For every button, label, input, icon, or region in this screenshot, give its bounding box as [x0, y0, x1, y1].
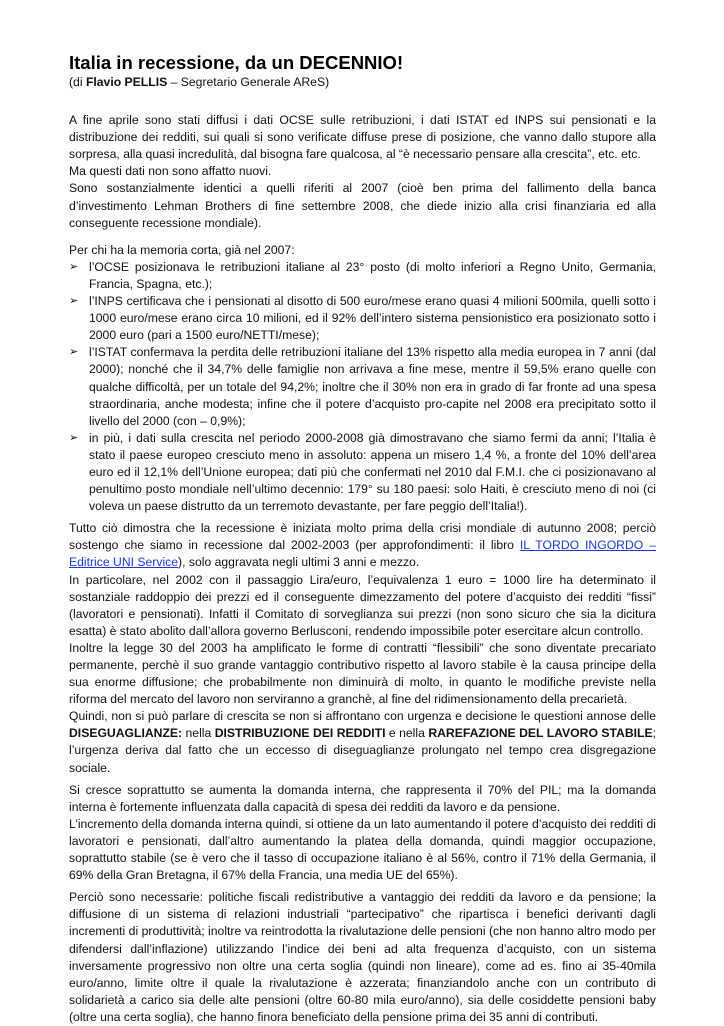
paragraph-domestic-demand: Si cresce soprattutto se aumenta la domanda interna, che rappresenta il 70% del PIL; ma la domanda interna è fortemente influenzata dalla capacità di spesa dei redditi da lavoro e da pensione.	[69, 782, 656, 814]
paragraph-not-new: Ma questi dati non sono affatto nuovi.	[69, 164, 272, 179]
list-item	[69, 430, 656, 515]
paragraph-law-30: Inoltre la legge 30 del 2003 ha amplificato le forme di contratti “flessibili” che sono diventate precariato permanente, perchè il suo grande vantaggio contributivo rispetto al lavoro stabile è la causa principe della sua enorme diffusione; che probabilmente non diminuirà di molto, in quanto le modifiche previste nella riforma del mercato del lavoro non serviranno a granchè, al fine del ridimensionamento della precarietà.	[69, 640, 656, 707]
author-name: Flavio PELLIS	[85, 75, 168, 89]
list-item	[69, 293, 656, 344]
stable-work-keyword: RAREFAZIONE DEL LAVORO STABILE	[428, 726, 653, 741]
inequalities-connector-2: e nella	[385, 726, 429, 741]
paragraph-intro: A fine aprile sono stati diffusi i dati OCSE sulle retribuzioni, i dati ISTAT ed INPS sui pensionati e la distribuzione dei redditi, sui quali si sono verificate diffuse prese di posizione, che vanno dallo stupore alla sorpresa, alla quasi incredulità, dal bisogna fare qualcosa, al “è necessario pensare alla crescita”, etc. etc.	[69, 113, 656, 162]
paragraph-demand-increase: L’incremento della domanda interna quindi, si ottiene da un lato aumentando il potere d’acquisto dei redditi di lavoratori e pensionati, dall’altro aumentando la platea della domanda, quindi maggior occupazione, soprattutto stabile (se è vero che il tasso di occupazione italiano è al 56%, contro il 71% della Germania, il 69% della Gran Bretagna, il 67% della Francia, una media UE del 65%).	[69, 816, 656, 883]
paragraph-policies: Perciò sono necessarie: politiche fiscali redistributive a vantaggio dei redditi da lavoro e da pensione; la diffusione di un sistema di relazioni industriali “partecipativo” che ripartisca i benefici derivanti dagli incrementi di produttività; inoltre va reintrodotta la rivalutazione delle pensioni (che non hanno altro modo per difendersi dall’inflazione) utilizzando l’indice dei beni ad alta frequenza d’acquisto, con un sistema inversamente progressivo non oltre una certa soglia (quindi non lineare), come ad es. fino ai 35-40mila euro/anno, limite oltre il quale la rivalutazione è azzerata; finanziandolo anche con un contributo di solidarietà a carico sia delle alte pensioni (oltre 60-80 mila euro/anno), sia delle cosiddette pensioni baby (oltre una certa soglia), che hanno finora beneficiato della pensione prima dei 35 anni di contributi.	[69, 890, 656, 1024]
list-item-text: in più, i dati sulla crescita nel periodo 2000-2008 già dimostravano che siamo fermi da anni; l’Italia è stato il paese europeo cresciuto meno in assoluto: appena un misero 1,4 %, a fronte del 10% dell’area euro ed il 12,1% dell’Unione europea; dati più che confermati nel 2010 dal F.M.I. che ci posizionavano al penultimo posto mondiale nell’ultimo decennio: 179° su 180 paesi: solo Haiti, è cresciuto meno di noi (ci voleva un paese distrutto da un terremoto devastante, per fare peggio dell’Italia!).	[89, 430, 656, 514]
book-link[interactable]: IL TORDO INGORDO – Editrice UNI Service	[69, 538, 656, 570]
arrow-bullet-icon: ➢	[69, 431, 79, 444]
recession-text-start: Tutto ciò dimostra che la recessione è iniziata molto prima della crisi mondiale di autunno 2008; perciò sostengo che siamo in recessione dal 2002-2003 (per approfondimenti: il libro	[69, 521, 656, 553]
list-item-text: l’INPS certificava che i pensionati al disotto di 500 euro/mese erano quasi 4 milioni 500mila, quelli sotto i 1000 euro/mese erano circa 10 milioni, ed il 92% dell’intero sistema pensionistico era posizionato sotto i 2000 euro (pari a 1500 euro/NETTI/mese);	[89, 294, 656, 343]
income-distribution-keyword: DISTRIBUZIONE DEI REDDITI	[214, 726, 386, 741]
list-item-text: l’ISTAT confermava la perdita delle retribuzioni italiane del 13% rispetto alla media europea in 7 anni (dal 2000); nonché che il 34,7% delle famiglie non arrivava a fine mese, mentre il 59,5% erano quelle con qualche difficoltà, per un totale del 94,2%; inoltre che il 30% non era in grado di far fronte ad una spesa straordinaria, anche modesta; infine che il potere d’acquisto pro-capite nel 2008 era precipitato sotto il livello del 2000 (con – 0,9%);	[89, 345, 656, 428]
list-item	[69, 344, 656, 429]
recession-text-end: ), solo aggravata negli ultimi 3 anni e mezzo.	[178, 555, 420, 570]
inequalities-text-start: Quindi, non si può parlare di crescita se non si affrontano con urgenza e decisione le questioni annose delle	[69, 709, 656, 724]
document-page	[69, 52, 656, 1026]
arrow-bullet-icon: ➢	[69, 260, 79, 273]
page-title: Italia in recessione, da un DECENNIO!	[69, 52, 404, 73]
list-item-text: l’OCSE posizionava le retribuzioni italiane al 23° posto (di molto inferiori a Regno Unito, Germania, Francia, Spagna, etc.);	[89, 259, 656, 291]
paragraph-memory: Per chi ha la memoria corta, già nel 2007:	[69, 242, 295, 257]
byline	[69, 74, 656, 91]
list-item	[69, 259, 656, 293]
arrow-bullet-icon: ➢	[69, 346, 79, 359]
inequalities-keyword: DISEGUAGLIANZE:	[69, 726, 183, 741]
inequalities-text-end: ; l’urgenza deriva dal fatto che un eccesso di diseguaglianze prolungato nel tempo crea disgregazione sociale.	[69, 726, 657, 775]
inequalities-connector-1: nella	[182, 726, 215, 741]
bullet-list	[69, 259, 656, 515]
arrow-bullet-icon: ➢	[69, 295, 79, 308]
paragraph-lira-euro: In particolare, nel 2002 con il passaggio Lira/euro, l’equivalenza 1 euro = 1000 lire ha determinato il sostanziale raddoppio dei prezzi ed il conseguente dimezzamento del potere d’acquisto dei redditi “fissi” (lavoratori e pensionati). Infatti il Comitato di sorveglianza sui prezzi (non sono sicuro che sia la dicitura esatta) è stato abolito dall’allora governo Berlusconi, rendendo impossibile poter esercitare alcun controllo.	[69, 572, 656, 638]
paragraph-2007-comparison: Sono sostanzialmente identici a quelli riferiti al 2007 (cioè ben prima del fallimento della banca d’investimento Lehman Brothers di fine settembre 2008, che diede inizio alla crisi finanziaria ed alla conseguente recessione mondiale).	[69, 181, 656, 230]
byline-prefix: (di	[69, 75, 86, 89]
byline-suffix: – Segretario Generale AReS)	[167, 75, 330, 89]
paragraph-recession	[69, 520, 656, 571]
paragraph-inequalities	[69, 708, 656, 776]
